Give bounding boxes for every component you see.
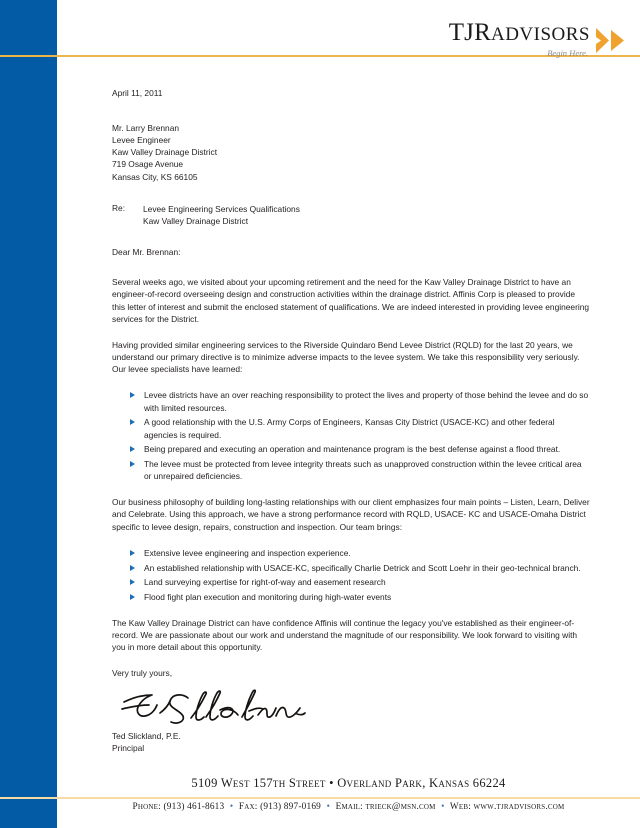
list-item-text: Flood fight plan execution and monitoring during high-water events <box>144 591 392 602</box>
list-item-text: Levee districts have an over reaching responsibility to protect the lives and property of those behind the levee and do so with limited resources. <box>144 390 589 413</box>
subject-block <box>112 203 590 227</box>
list-item-text: Land surveying expertise for right-of-way and easement research <box>144 577 386 588</box>
paragraph-4: The Kaw Valley Drainage District can have confidence Affinis will continue the legacy you've established as their engineer-of-record. We are passionate about our work and understand the magnitude of our responsibility. We look forward to visiting with you in more detail about this opportunity. <box>112 618 578 653</box>
paragraph-3: Our business philosophy of building long-lasting relationships with our client emphasizes four main points – Listen, Learn, Deliver and Celebrate. Using this approach, we have a strong performance record with RQLD, USACE- KC and USACE-Omaha District specific to levee design, repairs, construction and inspection. Our team brings: <box>112 497 590 532</box>
triangle-bullet-icon <box>130 419 135 425</box>
list-item <box>130 562 590 574</box>
paragraph-2: Having provided similar engineering services to the Riverside Quindaro Bend Levee District (RQLD) for the last 20 years, we understand our primary directive is to minimize adverse impacts to the levee system. We take this responsibility very seriously. Our levee specialists have learned: <box>112 339 580 375</box>
handwritten-signature <box>116 688 590 730</box>
list-item-text: An established relationship with USACE-KC, specifically Charlie Detrick and Scott Loehr in their geo-technical branch. <box>144 562 581 573</box>
separator-dot: • <box>326 802 331 812</box>
phone-number: (913) 461-8613 <box>163 802 225 812</box>
bullet-list-2 <box>112 547 590 603</box>
recipient-line: Mr. Larry Brennan <box>112 122 180 133</box>
list-item <box>130 547 590 559</box>
subject-line: Kaw Valley Drainage District <box>143 216 249 227</box>
logo-primary-text: TJR <box>448 19 491 46</box>
recipient-address <box>112 122 590 183</box>
triangle-bullet-icon <box>130 594 135 600</box>
list-item <box>130 576 590 588</box>
logo-secondary-text: ADVISORS <box>490 24 590 45</box>
fax-number: (913) 897-0169 <box>260 802 322 812</box>
logo-wordmark <box>449 20 590 58</box>
list-item-text: Extensive levee engineering and inspection experience. <box>144 547 351 558</box>
subject-line: Levee Engineering Services Qualifications <box>143 203 300 214</box>
recipient-line: Kaw Valley Drainage District <box>112 147 218 158</box>
letter-body <box>112 88 590 754</box>
recipient-line: 719 Osage Avenue <box>112 159 184 170</box>
list-item <box>130 389 590 413</box>
closing-line: Very truly yours, <box>112 667 173 678</box>
list-item-text: Being prepared and executing an operation and maintenance program is the best defense against a flood threat. <box>144 444 561 455</box>
triangle-bullet-icon <box>130 392 135 398</box>
separator-dot: • <box>441 802 445 812</box>
logo-main-line <box>449 20 590 45</box>
salutation: Dear Mr. Brennan: <box>112 247 181 258</box>
letter-date: April 11, 2011 <box>112 88 163 98</box>
footer-address: 5109 West 157th Street • Overland Park, Kansas 66224 <box>191 776 506 790</box>
footer-contact-line <box>57 802 640 812</box>
triangle-bullet-icon <box>130 446 135 452</box>
logo-tagline: Begin Here. <box>547 48 588 58</box>
list-item <box>130 443 590 455</box>
list-item <box>130 591 590 603</box>
left-blue-band <box>0 0 57 828</box>
phone-label: Phone: <box>132 802 161 812</box>
list-item-text: A good relationship with the U.S. Army Corps of Engineers, Kansas City District (USACE-KC) and other federal agencies is required. <box>144 417 555 440</box>
list-item-text: The levee must be protected from levee integrity threats such as unapproved construction within the levee critical area or unrepaired deficiencies. <box>144 458 582 482</box>
separator-dot: • <box>229 802 234 812</box>
paragraph-1: Several weeks ago, we visited about your upcoming retirement and the need for the Kaw Valley Drainage District to have an engineer-of-record overseeing design and construction activities within the drainage district. Affinis Corp is pleased to provide this letter of interest and submit the enclosed statement of qualifications. We are indeed interested in providing levee engineering services for the District. <box>112 277 590 324</box>
email-label: Email: <box>335 802 363 812</box>
signer-name: Ted Slickland, P.E. <box>112 730 181 741</box>
signer-title: Principal <box>112 742 145 753</box>
triangle-bullet-icon <box>130 461 135 467</box>
subject-label: Re: <box>112 202 126 213</box>
bullet-list-1 <box>112 389 590 482</box>
web-label: Web: <box>449 802 472 812</box>
triangle-bullet-icon <box>130 565 135 571</box>
email-address[interactable]: trieck@msn.com <box>365 802 436 812</box>
triangle-bullet-icon <box>130 579 135 585</box>
web-address[interactable]: www.tjradvisors.com <box>473 802 565 812</box>
list-item <box>130 416 590 440</box>
recipient-line: Kansas City, KS 66105 <box>112 171 198 182</box>
subject-lines <box>143 203 300 227</box>
recipient-line: Levee Engineer <box>112 135 171 146</box>
orange-arrow-icon <box>596 27 626 59</box>
page-footer <box>57 776 640 812</box>
fax-label: Fax: <box>238 802 258 812</box>
list-item <box>130 458 590 482</box>
triangle-bullet-icon <box>130 550 135 556</box>
company-logo <box>449 20 626 59</box>
